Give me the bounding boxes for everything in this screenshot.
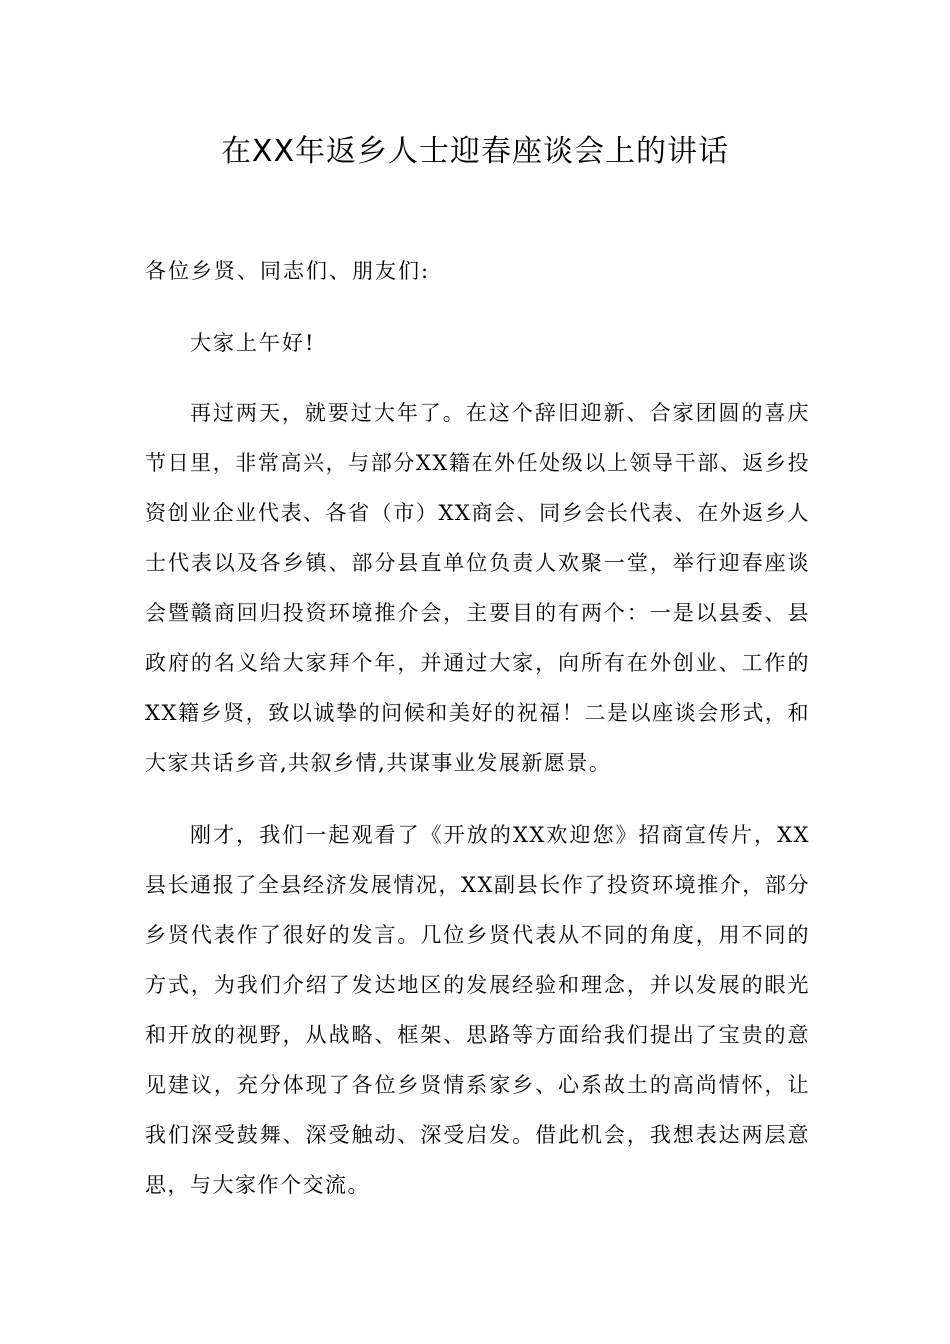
salutation: 各位乡贤、同志们、朋友们:	[145, 259, 431, 283]
document-title: 在XX年返乡人士迎春座谈会上的讲话	[220, 134, 730, 169]
body-paragraph-2: 刚才，我们一起观看了《开放的XX欢迎您》招商宣传片，XX县长通报了全县经济发展情况，XX副县长作了投资环境推介，部分乡贤代表作了很好的发言。几位乡贤代表从不同的角度，用不同的方式，为我们介绍了发达地区的发展经验和理念，并以发展的眼光和开放的视野，从战略、框架、思路等方面给我们提出了宝贵的意见建议，充分体现了各位乡贤情系家乡、心系故土的高尚情怀，让我们深受鼓舞、深受触动、深受启发。借此机会，我想表达两层意思，与大家作个交流。	[145, 823, 810, 1197]
body-paragraph-1: 再过两天，就要过大年了。在这个辞旧迎新、合家团圆的喜庆节日里，非常高兴，与部分XX籍在外任处级以上领导干部、返乡投资创业企业代表、各省（市）XX商会、同乡会长代表、在外返乡人士代表以及各乡镇、部分县直单位负责人欢聚一堂，举行迎春座谈会暨赣商回归投资环境推介会，主要目的有两个：一是以县委、县政府的名义给大家拜个年，并通过大家，向所有在外创业、工作的XX籍乡贤，致以诚挚的问候和美好的祝福！二是以座谈会形式，和大家共话乡音,共叙乡情,共谋事业发展新愿景。	[145, 401, 810, 775]
greeting: 大家上午好!	[190, 331, 316, 355]
